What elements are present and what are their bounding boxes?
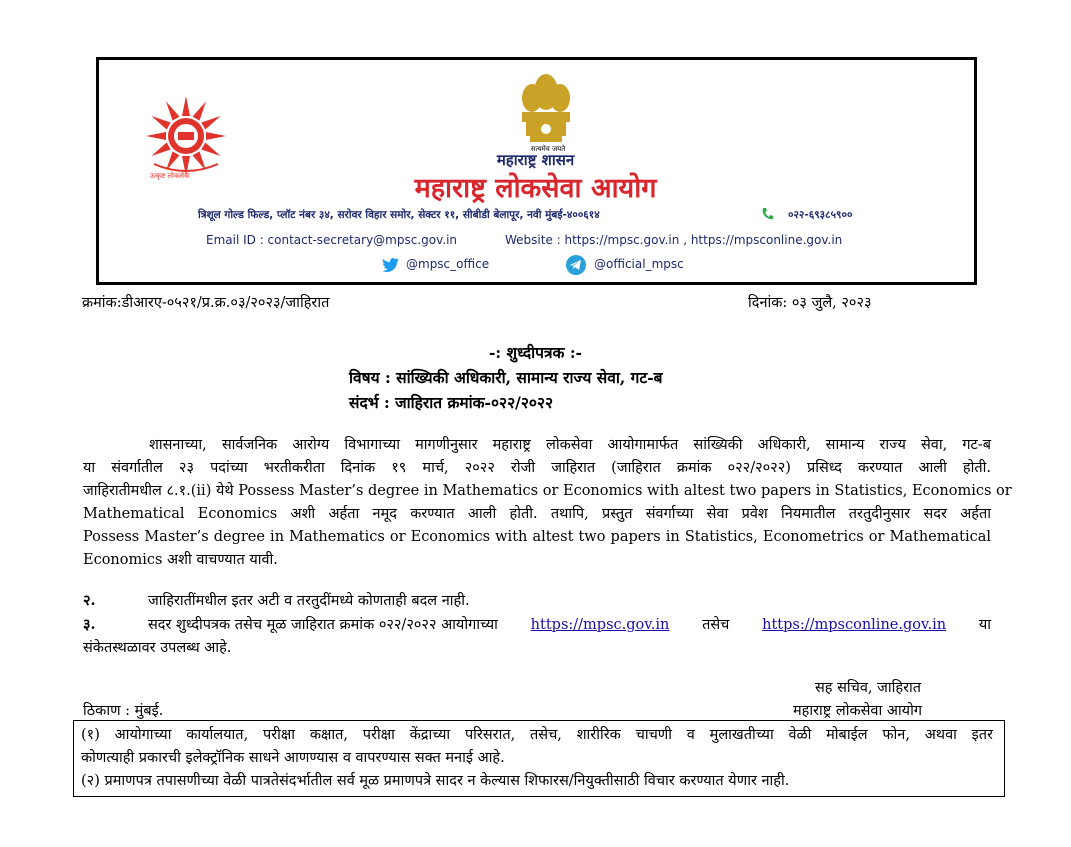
subject-line: विषय : सांख्यिकी अधिकारी, सामान्य राज्य सेवा, गट-ब xyxy=(349,368,663,387)
phone-number: ०२२-६९३८५९०० xyxy=(788,209,853,221)
signatory-title: सह सचिव, जाहिरात xyxy=(815,680,922,696)
issue-date: दिनांक: ०३ जुलै, २०२३ xyxy=(748,295,872,311)
document-title: -: शुध्दीपत्रक :- xyxy=(489,343,582,362)
government-name: महाराष्ट्र शासन xyxy=(496,151,575,169)
item-2-text: जाहिरातींमधील इतर अटी व तरतुदींमध्ये कोणताही बदल नाही. xyxy=(148,593,470,609)
twitter-icon[interactable] xyxy=(382,257,400,272)
item-3-conjunction: तसेच xyxy=(702,617,730,633)
item-3-number: ३. xyxy=(83,616,96,633)
office-address: त्रिशूल गोल्ड फिल्ड, प्लॉट नंबर ३४, सरोवर विहार समोर, सेक्टर ११, सीबीडी बेलापूर, नवी मुंबई-४००६१४ xyxy=(198,209,600,221)
notice-1-line: कोणत्याही प्रकारची इलेक्ट्रॉनिक साधने आणण्यास व वापरण्यास सक्त मनाई आहे. xyxy=(81,750,505,766)
paragraph-line: जाहिरातीमधील ८.१.(ii) येथे Possess Master’s degree in Mathematics or Economics with altest two papers in Statistics, Economics or xyxy=(83,483,1012,499)
mpsconline-website-link[interactable]: https://mpsconline.gov.in xyxy=(762,617,947,633)
emblem-motto: सत्यमेव जयते xyxy=(530,145,566,153)
paragraph-line: या संवर्गातील २३ पदांच्या भरतीकरीता दिनांक १९ मार्च, २०२२ रोजी जाहिरात (जाहिरात क्रमांक ०२२/२०२२) प्रसिध्द करण्यात आली होती. xyxy=(83,460,991,476)
item-3-text: सदर शुध्दीपत्रक तसेच मूळ जाहिरात क्रमांक ०२२/२०२२ आयोगाच्या xyxy=(148,617,498,633)
notice-1 xyxy=(81,724,993,770)
telegram-icon[interactable] xyxy=(566,255,586,275)
paragraph-line: शासनाच्या, सार्वजनिक आरोग्य विभागाच्या मागणीनुसार महाराष्ट्र लोकसेवा आयोगामार्फत सांख्यिकी अधिकारी, सामान्य राज्य सेवा, गट-ब xyxy=(149,437,991,453)
reference-number: क्रमांक:डीआरए-०५२१/प्र.क्र.०३/२०२३/जाहिरात xyxy=(82,295,330,311)
website-line[interactable]: Website : https://mpsc.gov.in , https://mpsconline.gov.in xyxy=(505,233,843,247)
phone-icon xyxy=(760,206,776,222)
signatory-org: महाराष्ट्र लोकसेवा आयोग xyxy=(793,703,922,719)
item-3-text-cont: संकेतस्थळावर उपलब्ध आहे. xyxy=(83,640,232,656)
item-3-line xyxy=(148,614,991,637)
main-paragraph xyxy=(83,434,1012,572)
mpsc-website-link[interactable]: https://mpsc.gov.in xyxy=(530,617,670,633)
commission-name: महाराष्ट्र लोकसेवा आयोग xyxy=(414,173,657,204)
reference-line: संदर्भ : जाहिरात क्रमांक-०२२/२०२२ xyxy=(349,393,554,412)
logo-caption: उत्कृष्ट लोकसेवा xyxy=(150,172,190,180)
item-3-suffix: या xyxy=(978,617,991,633)
telegram-handle[interactable]: @official_mpsc xyxy=(594,257,684,271)
paragraph-line: Mathematical Economics अशी अर्हता नमूद करण्यात आली होती. तथापि, प्रस्तुत संवर्गाच्या सेवा प्रवेश नियमातील तरतुदीनुसार सदर अर्हता xyxy=(83,506,991,522)
twitter-handle[interactable]: @mpsc_office xyxy=(406,257,490,271)
notice-2: (२) प्रमाणपत्र तपासणीच्या वेळी पात्रतेसंदर्भातील सर्व मूळ प्रमाणपत्रे सादर न केल्यास शिफारस/नियुक्तीसाठी विचार करण्यात येणार नाही. xyxy=(81,773,790,789)
place: ठिकाण : मुंबई. xyxy=(83,703,164,719)
paragraph-line: Possess Master’s degree in Mathematics or Economics with altest two papers in Statistics, Econometrics or Mathematical xyxy=(83,529,991,545)
national-emblem-icon xyxy=(512,68,580,150)
paragraph-line: Economics अशी वाचण्यात यावी. xyxy=(83,552,278,568)
item-2-number: २. xyxy=(83,592,96,609)
email-line[interactable]: Email ID : contact-secretary@mpsc.gov.in xyxy=(206,233,458,247)
notice-1-line: (१) आयोगाच्या कार्यालयात, परीक्षा कक्षात, परीक्षा केंद्राच्या परिसरात, तसेच, शारीरिक चाचणी व मुलाखतीच्या वेळी मोबाईल फोन, अथवा इतर xyxy=(81,727,993,743)
